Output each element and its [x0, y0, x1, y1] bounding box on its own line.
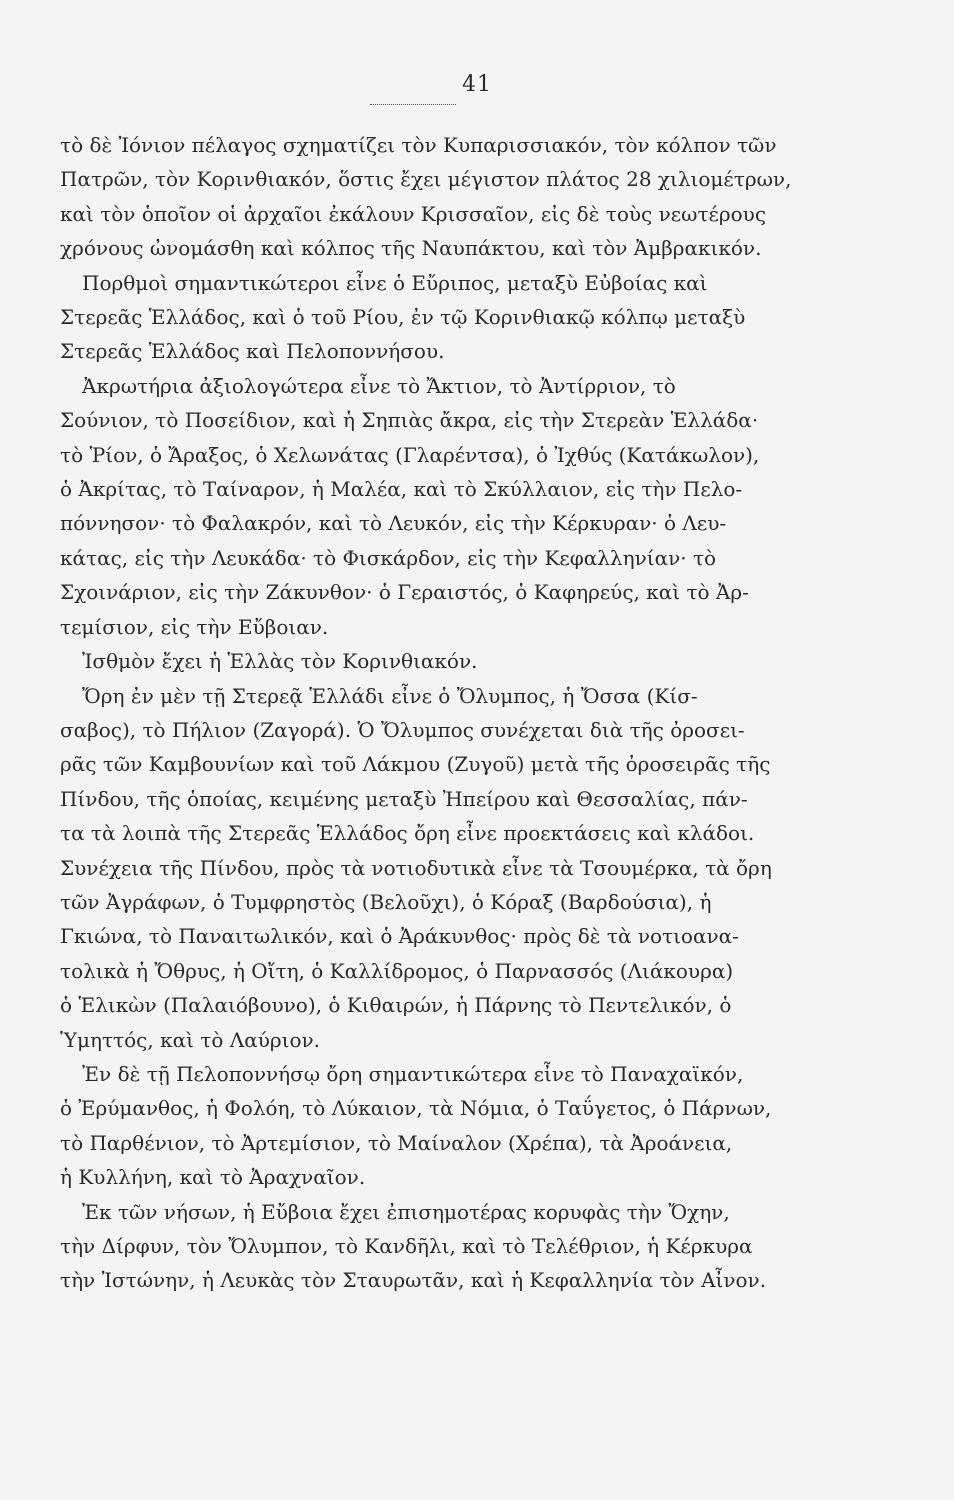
text-line: τὴν Ἰστώνην, ἡ Λευκὰς τὸν Σταυρωτᾶν, καὶ ἡ Κεφαλληνία τὸν Αἶνον. [60, 1268, 767, 1293]
text-line: Συνέχεια τῆς Πίνδου, πρὸς τὰ νοτιοδυτικὰ εἶνε τὰ Τσουμέρκα, τὰ ὄρη [60, 855, 772, 880]
text-line: ὁ Ἐρύμανθος, ἡ Φολόη, τὸ Λύκαιον, τὰ Νόμια, ὁ Ταΰγετος, ὁ Πάρνων, [60, 1096, 772, 1121]
text-line: τα τὰ λοιπὰ τῆς Στερεᾶς Ἑλλάδος ὄρη εἶνε προεκτάσεις καὶ κλάδοι. [60, 821, 755, 846]
text-line: σαβος), τὸ Πήλιον (Ζαγορά). Ὁ Ὄλυμπος συνέχεται διὰ τῆς ὀροσει- [60, 717, 745, 742]
text-line: Γκιώνα, τὸ Παναιτωλικόν, καὶ ὁ Ἀράκυνθος· πρὸς δὲ τὰ νοτιοανα- [60, 924, 739, 949]
text-line: ὁ Ἀκρίτας, τὸ Ταίναρον, ἡ Μαλέα, καὶ τὸ Σκύλλαιον, εἰς τὴν Πελο- [60, 477, 743, 502]
text-line: Ἀκρωτήρια ἀξιολογώτερα εἶνε τὸ Ἄκτιον, τὸ Ἀντίρριον, τὸ [82, 373, 676, 398]
text-line: ὁ Ἑλικὼν (Παλαιόβουνο), ὁ Κιθαιρών, ἡ Πάρνης τὸ Πεντελικόν, ὁ [60, 993, 732, 1018]
text-line: Πατρῶν, τὸν Κορινθιακόν, ὅστις ἔχει μέγιστον πλάτος 28 χιλιομέτρων, [60, 167, 792, 192]
text-line: Ὄρη ἐν μὲν τῇ Στερεᾷ Ἑλλάδι εἶνε ὁ Ὄλυμπος, ἡ Ὄσσα (Κίσ- [82, 683, 698, 708]
text-line: πόννησον· τὸ Φαλακρόν, καὶ τὸ Λευκόν, εἰς τὴν Κέρκυραν· ὁ Λευ- [60, 511, 727, 536]
text-line: Ἐκ τῶν νήσων, ἡ Εὔβοια ἔχει ἐπισημοτέρας κορυφὰς τὴν Ὄχην, [82, 1199, 730, 1224]
text-line: Πορθμοὶ σημαντικώτεροι εἶνε ὁ Εὔριπος, μεταξὺ Εὐβοίας καὶ [82, 270, 708, 295]
text-line: ρᾶς τῶν Καμβουνίων καὶ τοῦ Λάκμου (Ζυγοῦ) μετὰ τῆς ὀροσειρᾶς τῆς [60, 752, 771, 777]
text-line: τῶν Ἀγράφων, ὁ Τυμφρηστὸς (Βελοῦχι), ὁ Κόραξ (Βαρδούσια), ἡ [60, 889, 712, 914]
text-line: Σούνιον, τὸ Ποσείδιον, καὶ ἡ Σηπιὰς ἄκρα, εἰς τὴν Στερεὰν Ἑλλάδα· [60, 408, 759, 433]
text-line: Σχοινάριον, εἰς τὴν Ζάκυνθον· ὁ Γεραιστός, ὁ Καφηρεύς, καὶ τὸ Ἀρ- [60, 580, 749, 605]
text-line: χρόνους ὠνομάσθη καὶ κόλπος τῆς Ναυπάκτου, καὶ τὸν Ἀμβρακικόν. [60, 236, 762, 261]
text-line: Ἰσθμὸν ἔχει ἡ Ἑλλὰς τὸν Κορινθιακόν. [82, 649, 478, 674]
text-line: καὶ τὸν ὁποῖον οἱ ἀρχαῖοι ἐκάλουν Κρισσαῖον, εἰς δὲ τοὺς νεωτέρους [60, 201, 767, 226]
text-line: τὸ Ῥίον, ὁ Ἄραξος, ὁ Χελωνάτας (Γλαρέντσα), ὁ Ἰχθύς (Κατάκωλον), [60, 442, 760, 467]
body-text [60, 128, 800, 1298]
text-line: ἡ Κυλλήνη, καὶ τὸ Ἀραχναῖον. [60, 1165, 366, 1190]
text-line: Ὑμηττός, καὶ τὸ Λαύριον. [60, 1027, 321, 1052]
text-line: τὴν Δίρφυν, τὸν Ὄλυμπον, τὸ Κανδῆλι, καὶ τὸ Τελέθριον, ἡ Κέρκυρα [60, 1234, 753, 1258]
text-line: τολικὰ ἡ Ὄθρυς, ἡ Οἴτη, ὁ Καλλίδρομος, ὁ Παρνασσός (Λιάκουρα) [60, 958, 734, 983]
text-line: Στερεᾶς Ἑλλάδος, καὶ ὁ τοῦ Ρίου, ἐν τῷ Κορινθιακῷ κόλπῳ μεταξὺ [60, 305, 746, 330]
text-line: τὸ Παρθένιον, τὸ Ἀρτεμίσιον, τὸ Μαίναλον (Χρέπα), τὰ Ἀροάνεια, [60, 1130, 733, 1155]
text-line: Πίνδου, τῆς ὁποίας, κειμένης μεταξὺ Ἠπείρου καὶ Θεσσαλίας, πάν- [60, 786, 748, 811]
text-line: κάτας, εἰς τὴν Λευκάδα· τὸ Φισκάρδον, εἰς τὴν Κεφαλληνίαν· τὸ [60, 545, 717, 570]
text-line: Ἐν δὲ τῇ Πελοποννήσῳ ὄρη σημαντικώτερα εἶνε τὸ Παναχαϊκόν, [82, 1061, 744, 1086]
text-line: τεμίσιον, εἰς τὴν Εὔβοιαν. [60, 614, 329, 639]
text-line: Στερεᾶς Ἑλλάδος καὶ Πελοποννήσου. [60, 339, 445, 364]
page-number: 41 [462, 72, 492, 97]
text-line: τὸ δὲ Ἰόνιον πέλαγος σχηματίζει τὸν Κυπαρισσιακόν, τὸν κόλπον τῶν [60, 133, 777, 157]
page-number-rule [370, 104, 456, 105]
